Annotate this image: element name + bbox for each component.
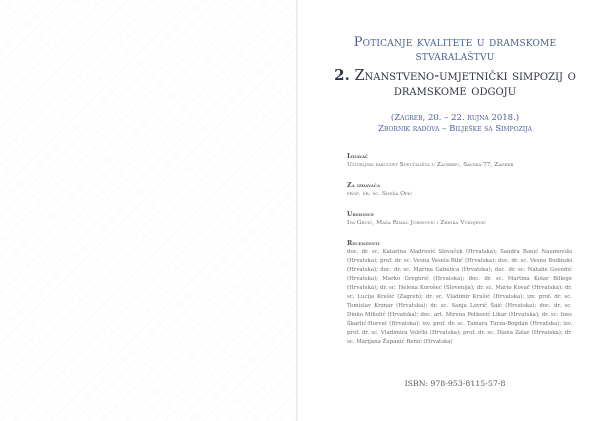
subtitle-text: Znanstveno-umjetnički simpozij o dramskome odgoju [354, 68, 576, 99]
reviewers-label: Recenzenti [347, 240, 380, 247]
editors-section [347, 211, 572, 227]
subtitle [330, 68, 580, 99]
for-publisher-section [347, 182, 572, 198]
reviewers-list: doc. dr. sc. Katarina Aladrović Slovaček (Hrvatska); Sandra Banić Naumovski (Hrvatska); prof. dr. sc. Vesna Vesela Bilić (Hrvatska); doc. dr. sc. Vesna Budinski (Hrvatska); doc. dr. sc. Marina Gabelica (Hrvatska); doc. dr. sc. Natalie Govedić (Hrvatska); Marko Gregurić (Hrvatska); doc. dr. sc. Martina Kolar Billege (Hrvatska); dr. sc. Helena Korošec (Slovenija); dr. sc. Mario Kovač (Hrvatska); dr. sc. Lucija Krešić (Zagreb); dr. sc. Vladimir Krušić (Hrvatska); izv. prof. dr. sc. Tomislav Krznar (Hrvatska); dr. sc. Sanja Lovrić Šaić (Hrvatska); doc. dr. sc. Dinko Miholić (Hrvatska); doc. art. Mirena Petković Likar (Hrvatska); dr. sc. Ines Škarlić-Horvat (Hrvatska); izv. prof. dr. sc. Tamara Turza-Bogdan (Hrvatska); izv. prof. dr. sc. Vladimira Velički (Hrvatska); prof. dr. sc. Diana Zalar (Hrvatska); dr. sc. Marijana Županić Benić (Hrvatska) [347, 249, 572, 345]
editors-label: Urednice [347, 211, 375, 218]
subtitle-number: 2. [334, 66, 350, 84]
event-dates: (Zagreb, 20. – 22. rujna 2018.) [390, 113, 520, 123]
for-publisher-value: prof. dr. sc. Siniša Opić [347, 191, 413, 197]
publisher-section [347, 153, 572, 169]
isbn: ISBN: 978-953-8115-57-8 [404, 379, 506, 388]
reviewers-section [347, 240, 572, 347]
editors-value: Iva Gruić, Maša Rimac Jurinović i Zrinka Vukojević [347, 220, 487, 226]
main-title: Poticanje kvalitete u dramskome stvaralaštvu [353, 35, 557, 64]
for-publisher-label: Za izdavača [347, 182, 381, 189]
left-page-pattern [0, 0, 297, 421]
publisher-label: Izdavač [347, 153, 369, 160]
event-info [330, 113, 580, 135]
publisher-value: Učiteljski fakultet Sveučilišta u Zagrebu, Savska 77, Zagreb [347, 162, 514, 168]
proceedings-line: Zbornik radova – Bilješke sa Simpozija [378, 124, 532, 134]
